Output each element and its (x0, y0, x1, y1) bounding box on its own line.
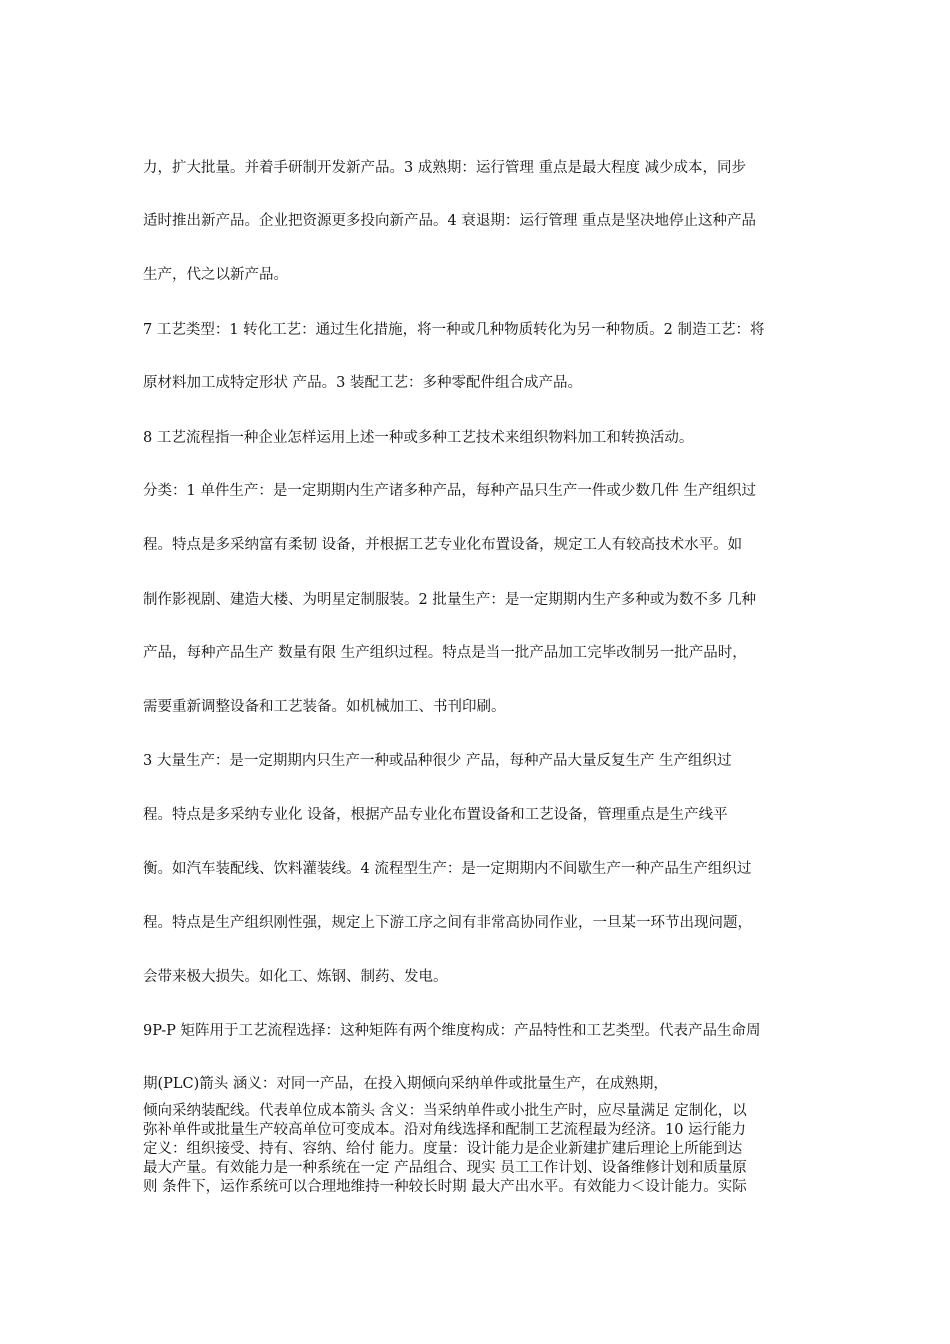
text-line: 会带来极大损失。如化工、炼钢、制药、发电。 (143, 969, 448, 985)
text-line: 产品，每种产品生产 数量有限 生产组织过程。特点是当一批产品加工完毕改制另一批产品时， (143, 645, 747, 661)
text-line: 衡。如汽车装配线、饮料灌装线。4 流程型生产：是一定期期内不间歇生产一种产品生产组织过 (143, 861, 752, 877)
text-line: 最大产量。有效能力是一种系统在一定 产品组合、现实 员工工作计划、设备维修计划和质量原 (143, 1160, 747, 1176)
text-line: 程。特点是多采纳专业化 设备，根据产品专业化布置设备和工艺设备，管理重点是生产线平 (143, 807, 728, 823)
text-line: 期(PLC)箭头 涵义：对同一产品，在投入期倾向采纳单件或批量生产，在成熟期， (143, 1076, 668, 1092)
text-line: 原材料加工成特定形状 产品。3 装配工艺：多种零配件组合成产品。 (143, 375, 582, 391)
text-line: 程。特点是多采纳富有柔韧 设备，并根据工艺专业化布置设备，规定工人有较高技术水平。如 (143, 537, 743, 553)
text-line: 弥补单件或批量生产较高单位可变成本。沿对角线选择和配制工艺流程最为经济。10 运行能力 (143, 1122, 747, 1138)
text-line: 需要重新调整设备和工艺装备。如机械加工、书刊印刷。 (143, 699, 506, 715)
text-line: 适时推出新产品。企业把资源更多投向新产品。4 衰退期：运行管理 重点是坚决地停止这种产品 (143, 213, 756, 229)
text-line: 7 工艺类型：1 转化工艺：通过生化措施，将一种或几种物质转化为另一种物质。2 制造工艺：将 (143, 322, 765, 338)
text-line: 9P-P 矩阵用于工艺流程选择：这种矩阵有两个维度构成：产品特性和工艺类型。代表产品生命周 (143, 1023, 761, 1039)
text-line: 分类：1 单件生产：是一定期期内生产诸多种产品，每种产品只生产一件或少数几件 生产组织过 (143, 483, 756, 499)
text-line: 8 工艺流程指一种企业怎样运用上述一种或多种工艺技术来组织物料加工和转换活动。 (143, 430, 694, 446)
text-line: 力，扩大批量。并着手研制开发新产品。3 成熟期：运行管理 重点是最大程度 减少成本，同步 (143, 160, 747, 176)
text-line: 生产，代之以新产品。 (143, 267, 288, 283)
text-line: 程。特点是生产组织刚性强，规定上下游工序之间有非常高协同作业，一旦某一环节出现问题， (143, 915, 752, 931)
text-line: 制作影视剧、建造大楼、为明星定制服装。2 批量生产：是一定期期内生产多种或为数不多 几种 (143, 592, 756, 608)
dense-paragraph (143, 1102, 823, 1197)
text-line: 倾向采纳装配线。代表单位成本箭头 含义：当采纳单件或小批生产时，应尽量满足 定制化，以 (143, 1103, 747, 1119)
text-line: 定义：组织接受、持有、容纳、给付 能力。度量：设计能力是企业新建扩建后理论上所能到达 (143, 1141, 743, 1157)
text-line: 则 条件下，运作系统可以合理地维持一种较长时期 最大产出水平。有效能力＜设计能力。实际 (143, 1179, 747, 1195)
text-line: 3 大量生产：是一定期期内只生产一种或品种很少 产品，每种产品大量反复生产 生产组织过 (143, 753, 732, 769)
